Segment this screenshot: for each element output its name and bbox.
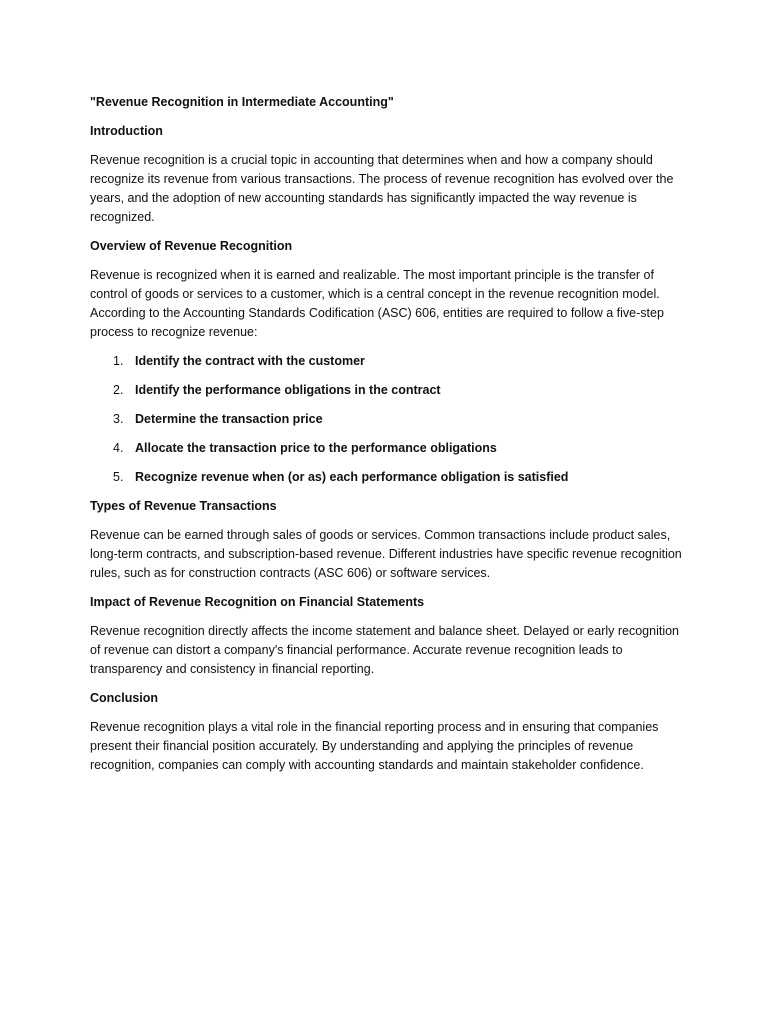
impact-paragraph: Revenue recognition directly affects the income statement and balance sheet. Delayed or early recognition of revenue can distort a company's financial performance. Accurate revenue recognition leads to transparency and consistency in financial reporting.: [90, 624, 680, 676]
section-heading-conclusion: Conclusion: [90, 691, 159, 705]
step-number: 1.: [113, 354, 124, 368]
section-heading-introduction: Introduction: [90, 124, 163, 138]
step-text: Determine the transaction price: [135, 412, 323, 426]
step-item: [90, 381, 690, 400]
step-text: Recognize revenue when (or as) each performance obligation is satisfied: [135, 470, 569, 484]
section-heading-types: Types of Revenue Transactions: [90, 499, 277, 513]
step-text: Identify the contract with the customer: [135, 354, 365, 368]
step-item: [90, 468, 690, 487]
five-step-list: [90, 352, 690, 487]
step-item: [90, 352, 690, 371]
step-number: 5.: [113, 470, 124, 484]
overview-paragraph: Revenue is recognized when it is earned and realizable. The most important principle is the transfer of control of goods or services to a customer, which is a central concept in the revenue recognition model. According to the Accounting Standards Codification (ASC) 606, entities are required to follow a five-step process to recognize revenue:: [90, 268, 664, 339]
section-heading-impact: Impact of Revenue Recognition on Financial Statements: [90, 595, 425, 609]
step-number: 4.: [113, 441, 124, 455]
step-number: 3.: [113, 412, 124, 426]
step-text: Allocate the transaction price to the performance obligations: [135, 441, 497, 455]
step-text: Identify the performance obligations in the contract: [135, 383, 441, 397]
document-page: [90, 93, 690, 785]
step-number: 2.: [113, 383, 124, 397]
types-paragraph: Revenue can be earned through sales of goods or services. Common transactions include product sales, long-term contracts, and subscription-based revenue. Different industries have specific revenue recognition rules, such as for construction contracts (ASC 606) or software services.: [90, 528, 682, 580]
conclusion-paragraph: Revenue recognition plays a vital role in the financial reporting process and in ensuring that companies present their financial position accurately. By understanding and applying the principles of revenue recognition, companies can comply with accounting standards and maintain stakeholder confidence.: [90, 720, 659, 772]
section-heading-overview: Overview of Revenue Recognition: [90, 239, 293, 253]
document-title: "Revenue Recognition in Intermediate Accounting": [90, 95, 394, 109]
step-item: [90, 439, 690, 458]
step-item: [90, 410, 690, 429]
introduction-paragraph: Revenue recognition is a crucial topic in accounting that determines when and how a company should recognize its revenue from various transactions. The process of revenue recognition has evolved over the years, and the adoption of new accounting standards has significantly impacted the way revenue is recognized.: [90, 153, 674, 224]
